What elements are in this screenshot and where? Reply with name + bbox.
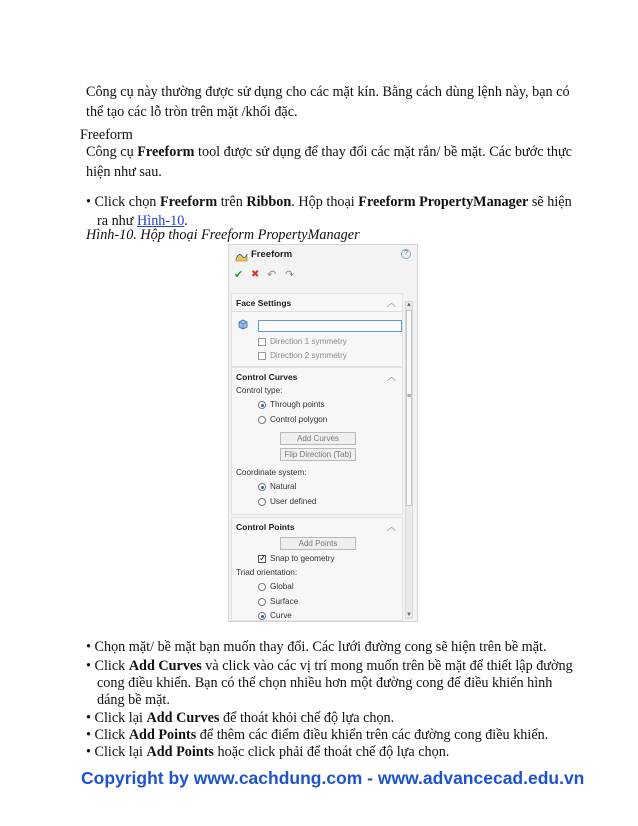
step-text: .: [184, 213, 188, 229]
bullet-2-line-3: dáng bề mặt.: [97, 692, 170, 708]
control-polygon-label: Control polygon: [270, 415, 328, 424]
control-points-section: [231, 517, 403, 621]
description-suffix: tool được sử dụng để thay đổi các mặt rắn/ bề mặt. Các bước thực: [194, 144, 572, 160]
collapse-icon[interactable]: ︿: [386, 372, 396, 382]
description-line-1: [86, 142, 572, 162]
step-text: . Hộp thoại: [291, 194, 359, 210]
collapse-icon[interactable]: ︿: [386, 522, 396, 532]
step-text: Click chọn: [90, 194, 160, 210]
bullet-text: để thoát khỏi chế độ lựa chọn.: [219, 710, 395, 726]
bullet-text: hoặc click phải để thoát chế độ lựa chọn.: [213, 744, 450, 760]
triad-orientation-label: Triad orientation:: [236, 568, 298, 577]
freeform-property-manager: [228, 244, 418, 622]
section-heading: Freeform: [80, 127, 133, 143]
figure-caption: Hình-10. Hộp thoại Freeform PropertyManager: [86, 227, 360, 243]
surface-label: Surface: [270, 597, 299, 606]
curve-label: Curve: [270, 611, 292, 620]
bullet: •: [86, 744, 91, 760]
help-icon[interactable]: ?: [401, 249, 411, 259]
step-bold: Freeform PropertyManager: [358, 194, 529, 210]
figure-link[interactable]: Hình-10: [137, 213, 185, 229]
face-settings-header[interactable]: Face Settings: [236, 298, 292, 308]
global-label: Global: [270, 582, 294, 591]
intro-line-1: Công cụ này thường được sử dụng cho các mặt kín. Bằng cách dùng lệnh này, bạn có: [86, 84, 570, 100]
copyright-footer: Copyright by www.cachdung.com - www.advancecad.edu.vn: [81, 768, 585, 788]
step-1-line-1: [86, 192, 572, 212]
scroll-up-icon[interactable]: ▲: [406, 302, 412, 308]
collapse-icon[interactable]: ︿: [386, 298, 396, 308]
bullet-text: Click: [90, 727, 129, 743]
ok-icon[interactable]: ✔: [234, 269, 244, 281]
snap-to-geometry-checkbox[interactable]: [258, 555, 266, 563]
direction-1-label: Direction 1 symmetry: [270, 337, 347, 346]
description-prefix: Công cụ: [86, 144, 138, 160]
bullet-5: [86, 742, 449, 762]
step-text: trên: [217, 194, 247, 210]
bullet-text: Click lại: [90, 744, 147, 760]
curve-radio[interactable]: [258, 612, 266, 620]
through-points-label: Through points: [270, 400, 325, 409]
description-bold: Freeform: [137, 144, 195, 160]
global-radio[interactable]: [258, 583, 266, 591]
control-points-header[interactable]: Control Points: [236, 522, 295, 532]
bullet: •: [86, 639, 91, 655]
control-polygon-radio[interactable]: [258, 416, 266, 424]
bullet-text: Click lại: [90, 710, 147, 726]
bullet-bold: Add Curves: [128, 658, 202, 674]
add-curves-button[interactable]: Add Curves: [280, 432, 356, 445]
face-selection-box[interactable]: [258, 320, 402, 332]
bullet: •: [86, 727, 91, 743]
add-points-button[interactable]: Add Points: [280, 537, 356, 550]
bullet-text: để thêm các điểm điều khiển trên các đường cong điều khiển.: [196, 727, 549, 743]
natural-radio[interactable]: [258, 483, 266, 491]
direction-2-label: Direction 2 symmetry: [270, 351, 347, 360]
step-bold: Freeform: [159, 194, 218, 210]
bullet-2-line-2: cong điều khiển. Bạn có thể chọn nhiều hơn một đường cong để điều khiển hình: [97, 675, 553, 691]
snap-to-geometry-label: Snap to geometry: [270, 554, 335, 563]
description-line-2: hiện như sau.: [86, 164, 162, 180]
redo-icon[interactable]: ↷: [285, 269, 295, 281]
bullet: •: [86, 710, 91, 726]
coordinate-system-label: Coordinate system:: [236, 468, 307, 477]
step-bold: Ribbon: [246, 194, 292, 210]
bullet-bold: Add Points: [128, 727, 197, 743]
user-defined-label: User defined: [270, 497, 317, 506]
bullet-text: Chọn mặt/ bề mặt bạn muốn thay đổi. Các lưới đường cong sẽ hiện trên bề mặt.: [90, 639, 547, 655]
undo-icon[interactable]: ↶: [267, 269, 277, 281]
bullet-text: và click vào các vị trí mong muốn trên bề mặt để thiết lập đường: [201, 658, 573, 674]
bullet-bold: Add Points: [146, 744, 214, 760]
natural-label: Natural: [270, 482, 297, 491]
bullet-text: Click: [90, 658, 129, 674]
face-select-icon: [237, 318, 249, 330]
flip-direction-button[interactable]: Flip Direction (Tab): [280, 448, 356, 461]
through-points-radio[interactable]: [258, 401, 266, 409]
divider: [232, 311, 402, 312]
step-text: sẽ hiện: [528, 194, 572, 210]
control-curves-section: [231, 367, 403, 515]
bullet: •: [86, 194, 91, 210]
surface-radio[interactable]: [258, 598, 266, 606]
direction-1-checkbox[interactable]: [258, 338, 266, 346]
user-defined-radio[interactable]: [258, 498, 266, 506]
dialog-title: Freeform: [251, 249, 293, 260]
control-curves-header[interactable]: Control Curves: [236, 372, 298, 382]
scroll-thumb[interactable]: [406, 310, 412, 506]
bullet: •: [86, 658, 91, 674]
step-text: ra như: [97, 213, 137, 229]
intro-line-2: thể tạo các lỗ tròn trên mặt /khối đặc.: [86, 104, 298, 120]
freeform-feature-icon: [235, 250, 248, 262]
bullet-bold: Add Curves: [146, 710, 220, 726]
scroll-down-icon[interactable]: ▼: [406, 612, 412, 618]
dialog-scrollbar[interactable]: [405, 301, 413, 619]
bullet-1: [86, 637, 547, 657]
face-settings-section: [231, 293, 403, 367]
cancel-icon[interactable]: ✖: [251, 269, 260, 280]
scroll-grip-icon: ≡: [406, 393, 412, 400]
direction-2-checkbox[interactable]: [258, 352, 266, 360]
control-type-label: Control type:: [236, 386, 283, 395]
